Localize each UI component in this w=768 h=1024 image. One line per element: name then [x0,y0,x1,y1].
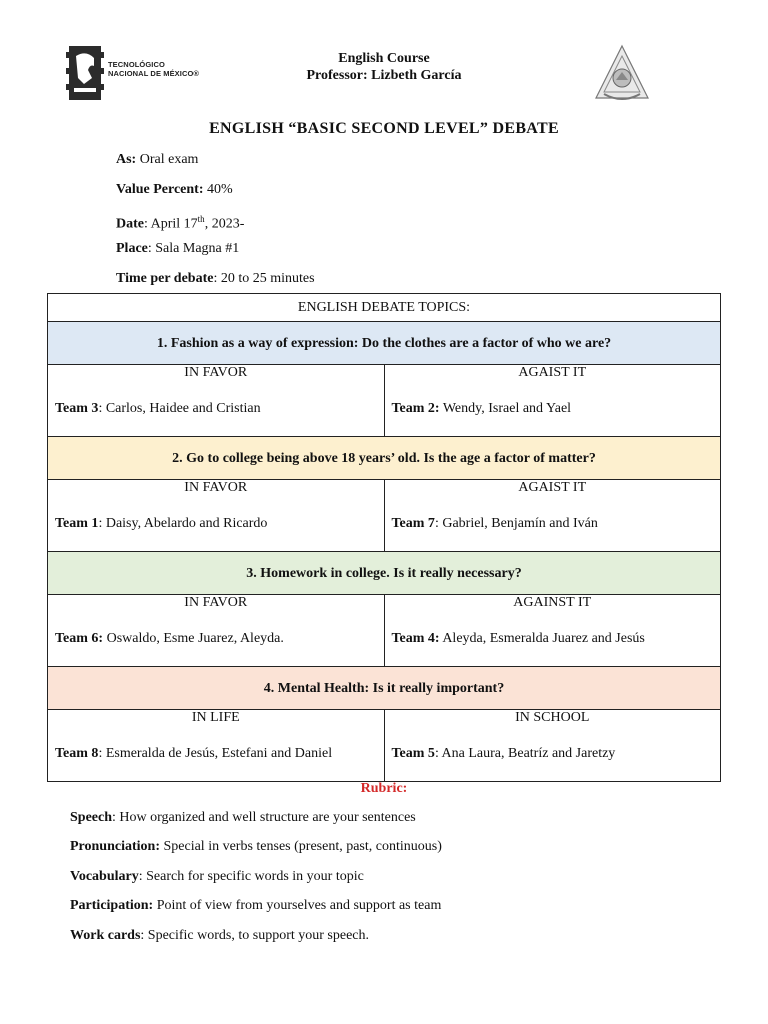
team-members [55,401,261,417]
professor-name: Professor: Lizbeth García [306,68,462,83]
rubric-label: Vocabulary [70,869,139,884]
side-label: AGAIST IT [518,365,587,380]
team-cell [48,480,384,551]
topic-row: 3. Homework in college. Is it really necessary? [48,552,720,595]
rubric-text: : Search for specific words in your topic [138,869,364,884]
document-title: ENGLISH “BASIC SECOND LEVEL” DEBATE [209,120,559,137]
rubric-text: Special in verbs tenses (present, past, continuous) [159,839,442,854]
team-cell [48,710,384,781]
side-label: IN FAVOR [184,365,248,380]
teams-row [48,595,720,667]
rubric-item [70,809,416,827]
side-label: IN SCHOOL [515,710,590,725]
rubric-label: Speech [70,810,112,825]
info-place [116,240,239,258]
logo-text-line1: TECNOLÓGICO [108,60,165,69]
members-text: : Carlos, Haidee and Cristian [98,401,261,416]
members-text: : Ana Laura, Beatríz and Jaretzy [434,746,616,761]
value-label: Value Percent: [116,182,204,197]
topic-row: 1. Fashion as a way of expression: Do the clothes are a factor of who we are? [48,322,720,365]
as-label: As: [116,152,137,167]
rubric-item [70,868,364,886]
members-text: : Daisy, Abelardo and Ricardo [98,516,268,531]
team-members [55,516,267,532]
rubric-item [70,838,442,856]
topic-row: 2. Go to college being above 18 years’ old. Is the age a factor of matter? [48,437,720,480]
info-time [116,270,315,288]
value-value: 40% [203,182,233,197]
seal-icon [592,44,652,106]
team-members [392,516,598,532]
side-label: AGAIST IT [518,480,587,495]
debate-topics-table [47,293,721,782]
members-text: : Gabriel, Benjamín and Iván [434,516,598,531]
team-label: Team 4: [391,631,440,646]
team-cell [384,365,721,436]
members-text: : Esmeralda de Jesús, Estefani and Daniel [98,746,333,761]
rubric-label: Pronunciation: [70,839,160,854]
date-sup: th [197,214,205,224]
team-label: Team 3 [55,401,99,416]
team-cell [384,595,721,666]
info-as [116,151,198,169]
members-text: Oswaldo, Esme Juarez, Aleyda. [103,631,284,646]
time-label: Time per debate [116,271,214,286]
team-label: Team 8 [55,746,99,761]
teams-row [48,710,720,782]
team-members [55,746,332,762]
team-members [55,631,284,647]
team-cell [48,365,384,436]
rubric-item [70,897,441,915]
course-header [0,50,768,84]
side-label: AGAINST IT [513,595,592,610]
team-label: Team 5 [391,746,435,761]
teams-row [48,365,720,437]
team-label: Team 7 [391,516,435,531]
as-value: Oral exam [136,152,199,167]
team-cell [384,710,721,781]
members-text: Wendy, Israel and Yael [439,401,572,416]
team-members [392,401,572,417]
logo-text-line2: NACIONAL DE MÉXICO® [108,69,200,78]
members-text: Aleyda, Esmeralda Juarez and Jesús [439,631,645,646]
team-label: Team 2: [391,401,440,416]
date-pre: : April 17 [144,216,198,232]
rubric-item [70,927,369,945]
rubric-label: Participation: [70,898,154,913]
team-label: Team 6: [55,631,104,646]
date-post: , 2023- [204,216,245,232]
table-header: ENGLISH DEBATE TOPICS: [48,294,720,322]
institution-seal [592,44,652,106]
side-label: IN LIFE [191,710,240,725]
info-value-percent [116,181,233,199]
side-label: IN FAVOR [184,595,248,610]
team-cell [48,595,384,666]
side-label: IN FAVOR [184,480,248,495]
rubric-text: Point of view from yourselves and support as team [153,898,442,913]
teams-row [48,480,720,552]
time-value: : 20 to 25 minutes [213,271,315,286]
team-label: Team 1 [55,516,99,531]
team-members [392,746,616,762]
team-cell [384,480,721,551]
rubric-text: : Specific words, to support your speech. [140,928,370,943]
team-members [392,631,645,647]
place-value: : Sala Magna #1 [147,241,240,256]
rubric-label: Work cards [70,928,141,943]
rubric-title: Rubric: [360,781,408,796]
course-name: English Course [338,51,430,66]
info-date [116,210,245,232]
place-label: Place [116,241,148,256]
rubric-text: : How organized and well structure are your sentences [112,810,416,825]
topic-row: 4. Mental Health: Is it really important? [48,667,720,710]
date-label: Date [116,216,144,232]
